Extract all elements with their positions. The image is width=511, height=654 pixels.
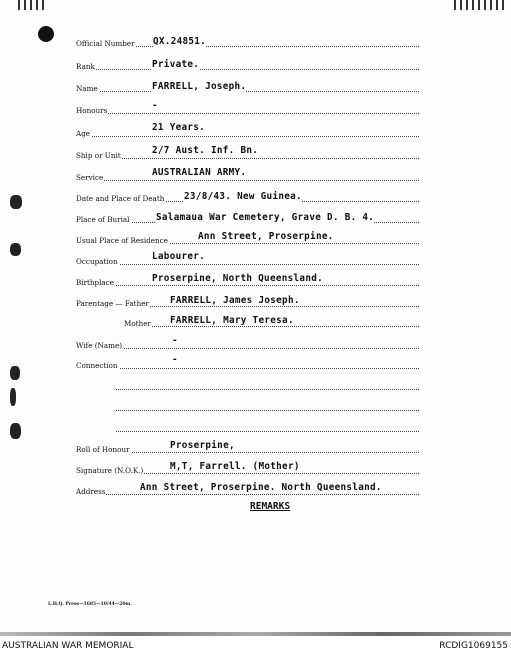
- field-label: Official Number: [76, 39, 135, 48]
- field-label: Signature (N.O.K.): [76, 466, 144, 475]
- connection-continuation-line: [116, 398, 419, 412]
- field-mother: [124, 314, 419, 328]
- page-bottom-edge: [0, 632, 511, 636]
- field-label: Place of Burial: [76, 215, 130, 224]
- field-value: -: [172, 335, 178, 346]
- field-label: Age: [76, 129, 91, 138]
- field-value: M,T, Farrell. (Mother): [170, 461, 300, 472]
- field-signature: [76, 461, 419, 475]
- connection-continuation-line: [116, 377, 419, 391]
- field-rank: [76, 57, 419, 71]
- field-value: FARRELL, Joseph.: [152, 81, 247, 92]
- top-edge-marks: [454, 0, 504, 10]
- field-label: Birthplace: [76, 278, 114, 287]
- field-label: Honours: [76, 106, 108, 115]
- field-value: QX.24851.: [153, 36, 207, 47]
- field-label: Address: [76, 487, 106, 496]
- field-label: Connection: [76, 361, 118, 370]
- field-value: Ann Street, Proserpine.: [198, 231, 334, 242]
- punch-hole: [38, 26, 54, 42]
- field-roll-of-honour: [76, 440, 419, 454]
- field-label: Mother: [124, 319, 151, 328]
- binding-mark: [10, 423, 21, 439]
- field-father: [76, 294, 419, 308]
- field-value: Proserpine, North Queensland.: [152, 273, 324, 284]
- field-label: Parentage — Father: [76, 299, 149, 308]
- binding-mark: [10, 195, 22, 209]
- field-value: Labourer.: [152, 251, 206, 262]
- field-label: Occupation: [76, 257, 118, 266]
- field-address: [76, 482, 419, 496]
- field-place-of-burial: [76, 210, 419, 224]
- field-label: Name: [76, 84, 98, 93]
- archive-name: AUSTRALIAN WAR MEMORIAL: [2, 641, 134, 651]
- field-value: Salamaua War Cemetery, Grave D. B. 4.: [156, 212, 375, 223]
- field-ship-or-unit: [76, 146, 419, 160]
- field-value: Ann Street, Proserpine. North Queensland.: [140, 482, 382, 493]
- printer-imprint: L.H.Q. Press—1685—10/44—20m.: [48, 602, 132, 607]
- field-value: FARRELL, James Joseph.: [170, 295, 300, 306]
- field-value: Private.: [152, 59, 200, 70]
- field-value: -: [152, 100, 158, 111]
- binding-mark: [10, 366, 20, 380]
- field-wife: [76, 336, 419, 350]
- field-birthplace: [76, 273, 419, 287]
- field-label: Date and Place of Death: [76, 194, 165, 203]
- remarks-heading: REMARKS: [250, 501, 291, 512]
- field-value: AUSTRALIAN ARMY.: [152, 167, 247, 178]
- field-label: Ship or Unit: [76, 151, 121, 160]
- binding-mark: [10, 388, 16, 406]
- field-label: Usual Place of Residence: [76, 236, 168, 245]
- field-age: [76, 124, 419, 138]
- field-value: 2/7 Aust. Inf. Bn.: [152, 145, 259, 156]
- field-honours: [76, 101, 419, 115]
- field-value: FARRELL, Mary Teresa.: [170, 315, 294, 326]
- field-value: Proserpine,: [170, 440, 235, 451]
- field-date-place-death: [76, 189, 419, 203]
- field-label: Rank: [76, 62, 95, 71]
- field-label: Service: [76, 173, 104, 182]
- archive-footer: [0, 638, 511, 654]
- top-edge-marks: [18, 0, 44, 10]
- field-value: -: [172, 354, 178, 365]
- field-name: [76, 79, 419, 93]
- field-occupation: [76, 252, 419, 266]
- field-official-number: [76, 34, 419, 48]
- field-usual-residence: [76, 231, 419, 245]
- binding-mark: [10, 243, 21, 256]
- field-label: Wife (Name): [76, 341, 123, 350]
- field-connection: [76, 356, 419, 370]
- field-service: [76, 168, 419, 182]
- field-value: 21 Years.: [152, 122, 206, 133]
- field-label: Roll of Honour: [76, 445, 130, 454]
- connection-continuation-line: [116, 419, 419, 433]
- field-value: 23/8/43. New Guinea.: [184, 191, 302, 202]
- record-id: RCDIG1069155: [439, 641, 508, 651]
